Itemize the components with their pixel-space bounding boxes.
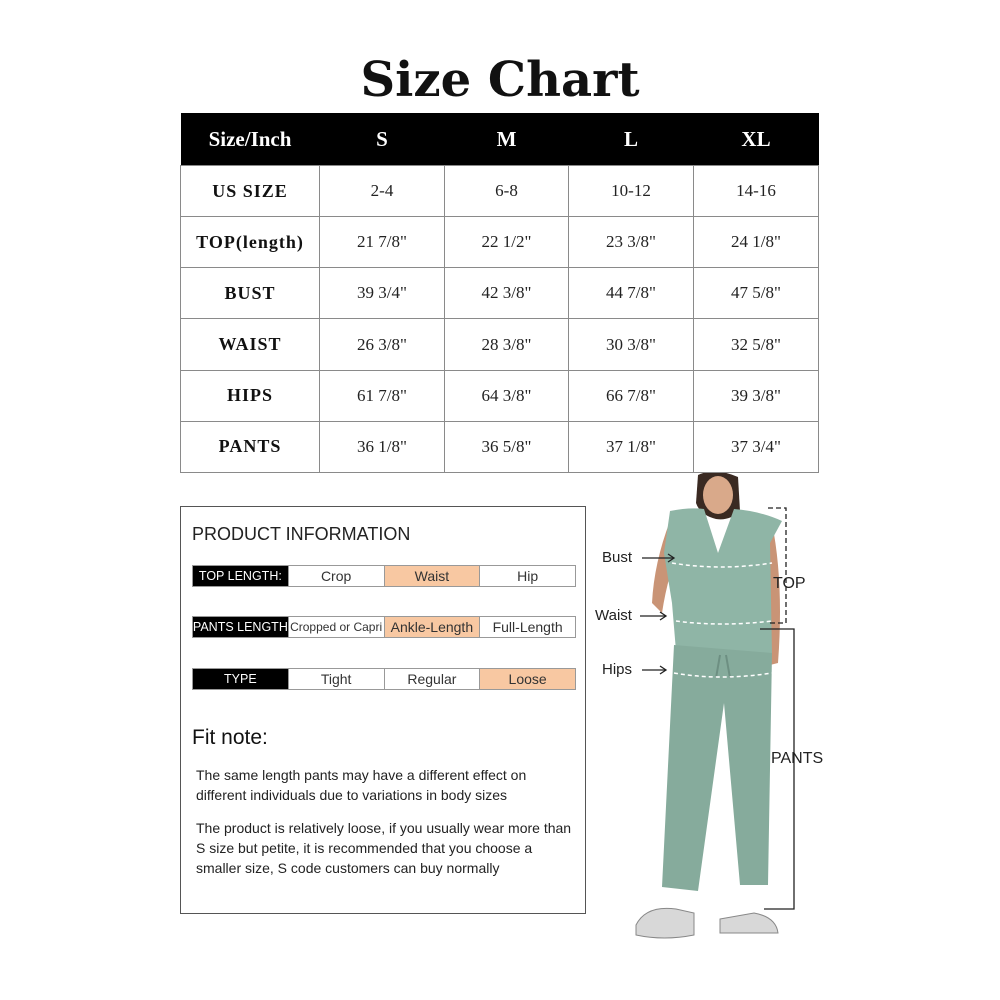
table-row: [181, 421, 819, 472]
table-cell: 28 3/8": [445, 319, 569, 370]
option-regular: Regular: [384, 669, 480, 689]
table-row: [181, 166, 819, 217]
top-length-label: TOP LENGTH:: [193, 566, 288, 586]
table-cell: 14-16: [694, 166, 819, 217]
table-cell: 23 3/8": [569, 217, 694, 268]
table-cell: 37 1/8": [569, 421, 694, 472]
size-table-header-row: [181, 113, 819, 166]
table-cell: 47 5/8": [694, 268, 819, 319]
header-size-xl: XL: [694, 113, 819, 166]
bust-label: Bust: [602, 549, 633, 566]
table-cell: 10-12: [569, 166, 694, 217]
table-cell: 37 3/4": [694, 421, 819, 472]
table-cell: 2-4: [320, 166, 445, 217]
table-cell: 32 5/8": [694, 319, 819, 370]
option-waist-selected: Waist: [384, 566, 480, 586]
top-garment-shape: [664, 508, 782, 661]
table-cell: 39 3/4": [320, 268, 445, 319]
face-shape: [703, 476, 733, 514]
page-title: Size Chart: [360, 52, 640, 108]
option-tight: Tight: [288, 669, 384, 689]
option-crop: Crop: [288, 566, 384, 586]
pants-length-row: [192, 616, 576, 638]
table-cell: 64 3/8": [445, 370, 569, 421]
table-cell: 42 3/8": [445, 268, 569, 319]
product-information-panel: [180, 506, 586, 914]
table-cell: 22 1/2": [445, 217, 569, 268]
fit-note-paragraph: The product is relatively loose, if you usually wear more than S size but petite, it is recommended that you choose a smaller size, S code customers can buy normally: [196, 820, 572, 876]
row-label-pants: PANTS: [181, 421, 320, 472]
top-length-row: [192, 565, 576, 587]
model-measurement-figure: [590, 473, 840, 953]
row-label-bust: BUST: [181, 268, 320, 319]
product-information-heading: PRODUCT INFORMATION: [192, 524, 411, 544]
pants-garment-shape: [662, 645, 772, 891]
table-cell: 66 7/8": [569, 370, 694, 421]
table-cell: 24 1/8": [694, 217, 819, 268]
table-row: [181, 370, 819, 421]
fit-note-title: Fit note:: [192, 726, 268, 749]
option-ankle-length-selected: Ankle-Length: [384, 617, 480, 637]
right-shoe-shape: [720, 913, 778, 933]
table-row: [181, 319, 819, 370]
table-row: [181, 217, 819, 268]
pants-length-label: PANTS LENGTH: [193, 617, 288, 637]
option-full-length: Full-Length: [479, 617, 575, 637]
option-cropped-or-capri: Cropped or Capri: [288, 617, 384, 637]
table-row: [181, 268, 819, 319]
header-size-m: M: [445, 113, 569, 166]
type-label: TYPE: [193, 669, 288, 689]
size-chart-table: [180, 113, 819, 473]
option-hip: Hip: [479, 566, 575, 586]
row-label-waist: WAIST: [181, 319, 320, 370]
table-cell: 39 3/8": [694, 370, 819, 421]
table-cell: 21 7/8": [320, 217, 445, 268]
table-cell: 61 7/8": [320, 370, 445, 421]
model-illustration: [590, 473, 840, 953]
header-size-s: S: [320, 113, 445, 166]
left-shoe-shape: [636, 908, 694, 938]
row-label-hips: HIPS: [181, 370, 320, 421]
header-size-inch: Size/Inch: [181, 113, 320, 166]
table-cell: 44 7/8": [569, 268, 694, 319]
table-cell: 36 5/8": [445, 421, 569, 472]
fit-note-paragraph: The same length pants may have a different effect on different individuals due to variations in body sizes: [196, 767, 527, 803]
option-loose-selected: Loose: [479, 669, 575, 689]
table-cell: 26 3/8": [320, 319, 445, 370]
pants-length-label: PANTS: [771, 750, 824, 767]
hips-label: Hips: [602, 661, 633, 678]
row-label-top-length: TOP(length): [181, 217, 320, 268]
table-cell: 36 1/8": [320, 421, 445, 472]
waist-label: Waist: [595, 607, 632, 624]
type-row: [192, 668, 576, 690]
row-label-us-size: US SIZE: [181, 166, 320, 217]
table-cell: 30 3/8": [569, 319, 694, 370]
header-size-l: L: [569, 113, 694, 166]
top-length-label: TOP: [773, 575, 806, 592]
table-cell: 6-8: [445, 166, 569, 217]
